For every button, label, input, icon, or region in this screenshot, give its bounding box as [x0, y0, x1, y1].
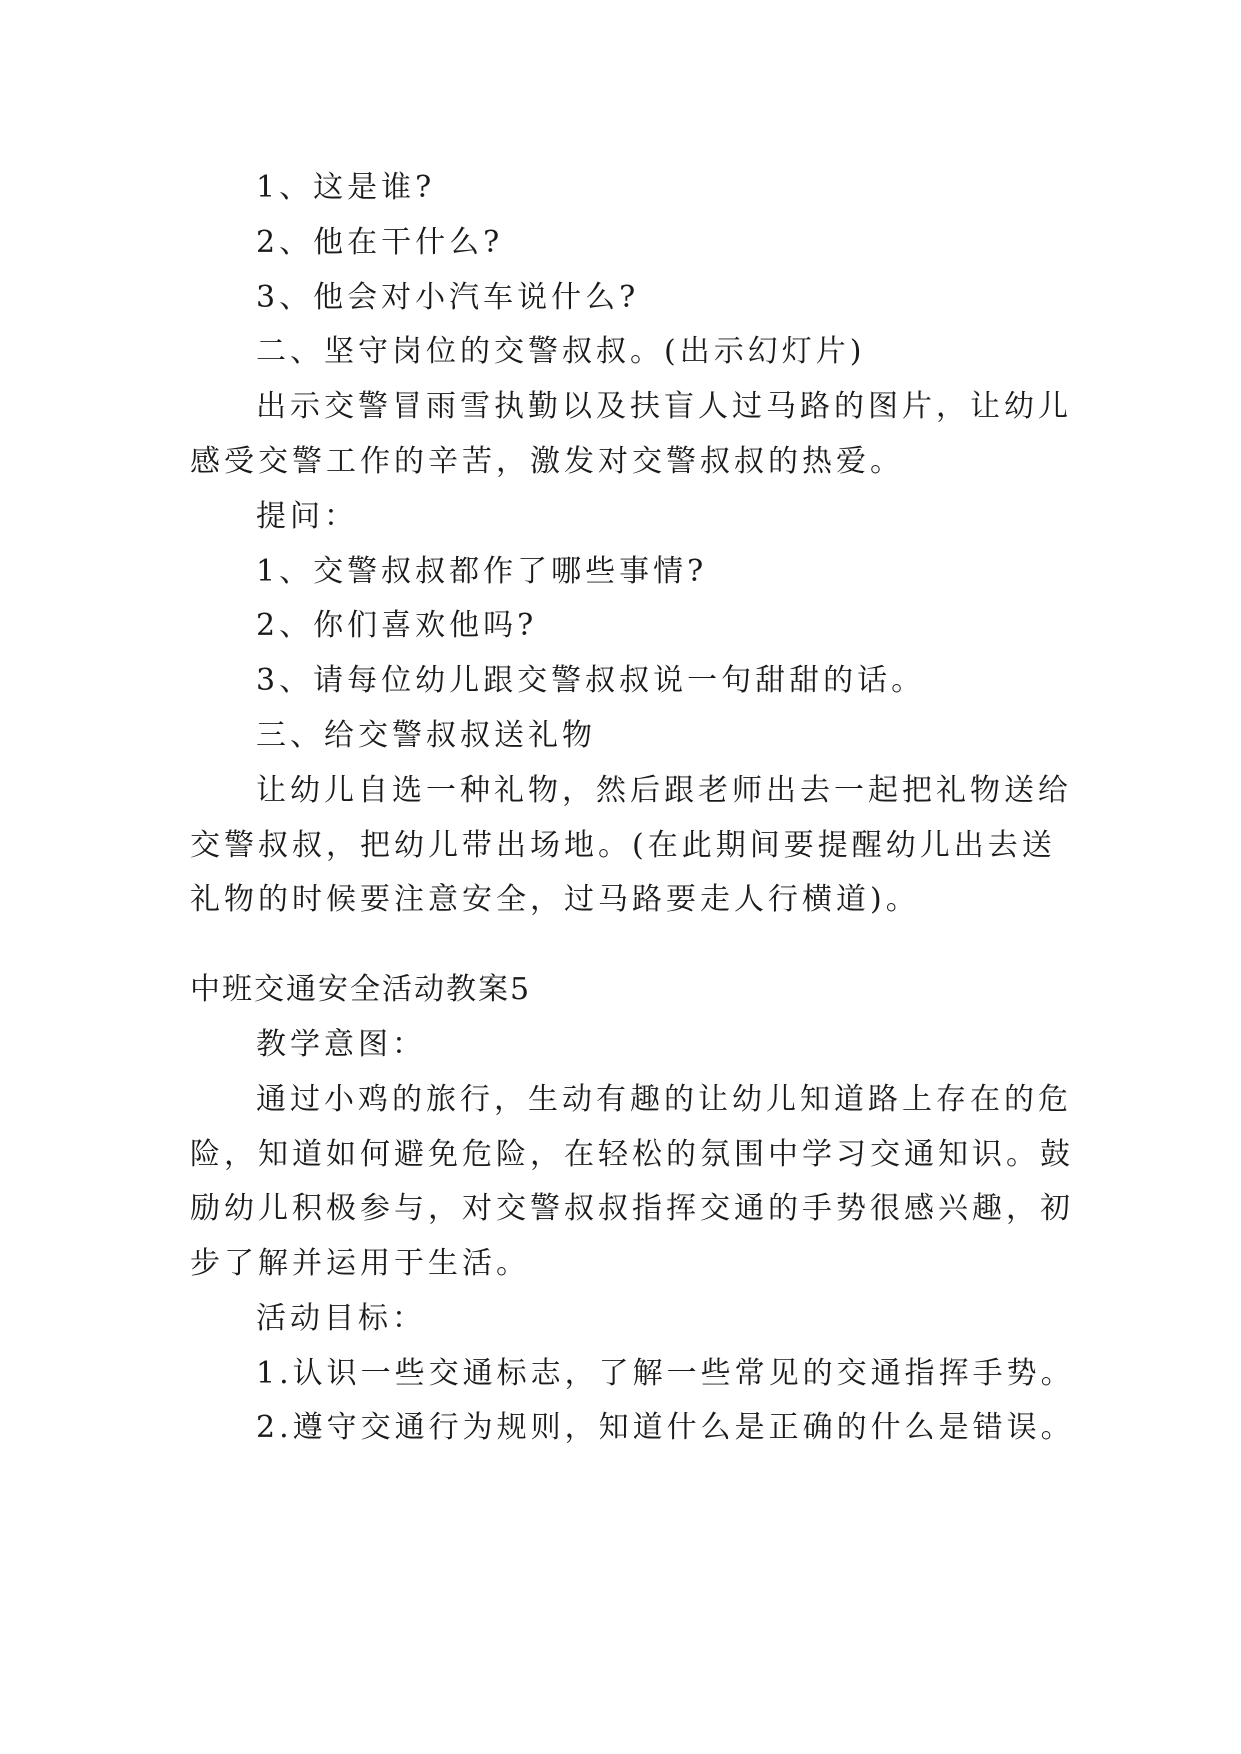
- section-2-heading: 二、坚守岗位的交警叔叔。(出示幻灯片): [256, 334, 866, 369]
- question-2: 2、你们喜欢他吗?: [256, 608, 538, 643]
- goal-1: 1.认识一些交通标志，了解一些常见的交通指挥手势。: [256, 1356, 1075, 1391]
- paragraph-line: 交警叔叔，把幼儿带出场地。(在此期间要提醒幼儿出去送: [190, 828, 1056, 863]
- goal-2: 2.遵守交通行为规则，知道什么是正确的什么是错误。: [256, 1410, 1075, 1445]
- activity-goals-label: 活动目标：: [256, 1301, 426, 1336]
- lesson-plan-title: 中班交通安全活动教案5: [190, 972, 532, 1007]
- question-3: 3、他会对小汽车说什么?: [256, 280, 640, 315]
- question-2: 2、他在干什么?: [256, 225, 504, 260]
- paragraph-line: 出示交警冒雨雪执勤以及扶盲人过马路的图片，让幼儿: [256, 389, 1072, 424]
- paragraph-line: 险，知道如何避免危险，在轻松的氛围中学习交通知识。鼓: [190, 1137, 1074, 1172]
- paragraph-line: 通过小鸡的旅行，生动有趣的让幼儿知道路上存在的危: [256, 1082, 1072, 1117]
- question-1: 1、交警叔叔都作了哪些事情?: [256, 554, 708, 589]
- questions-label: 提问：: [256, 499, 358, 534]
- paragraph-line: 礼物的时候要注意安全，过马路要走人行横道)。: [190, 882, 920, 917]
- paragraph-line: 步了解并运用于生活。: [190, 1246, 530, 1281]
- paragraph-line: 励幼儿积极参与，对交警叔叔指挥交通的手势很感兴趣，初: [190, 1191, 1074, 1226]
- question-1: 1、这是谁?: [256, 170, 436, 205]
- teaching-intent-label: 教学意图：: [256, 1027, 426, 1062]
- paragraph-line: 感受交警工作的辛苦，激发对交警叔叔的热爱。: [190, 444, 904, 479]
- section-3-heading: 三、给交警叔叔送礼物: [256, 718, 596, 753]
- paragraph-line: 让幼儿自选一种礼物，然后跟老师出去一起把礼物送给: [256, 773, 1072, 808]
- question-3: 3、请每位幼儿跟交警叔叔说一句甜甜的话。: [256, 663, 926, 698]
